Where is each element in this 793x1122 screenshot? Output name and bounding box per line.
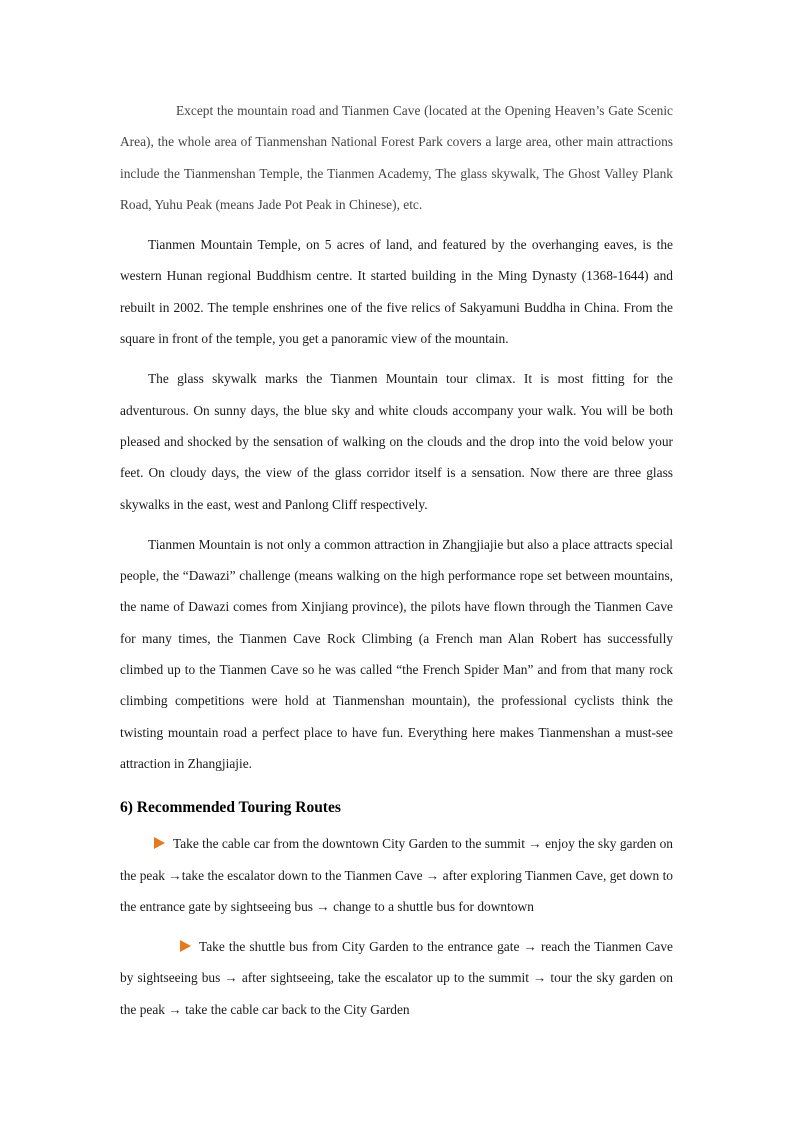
- paragraph-glass-skywalk: The glass skywalk marks the Tianmen Mountain tour climax. It is most fitting for the adventurous. On sunny days, the blue sky and white clouds accompany your walk. You will be both pleased and shocked by the sensation of walking on the clouds and the drop into the void below your feet. On cloudy days, the view of the glass corridor itself is a sensation. Now there are three glass skywalks in the east, west and Panlong Cliff respectively.: [120, 371, 673, 512]
- document-page: [120, 95, 673, 1034]
- paragraph-temple: Tianmen Mountain Temple, on 5 acres of land, and featured by the overhanging eaves, is the western Hunan regional Buddhism centre. It started building in the Ming Dynasty (1368-1644) and rebuilt in 2002. The temple enshrines one of the five relics of Sakyamuni Buddha in China. From the square in front of the temple, you get a panoramic view of the mountain.: [120, 237, 673, 347]
- triangle-right-icon: [154, 837, 165, 849]
- paragraph-attractions: Except the mountain road and Tianmen Cave (located at the Opening Heaven’s Gate Scenic Area), the whole area of Tianmenshan National Forest Park covers a large area, other main attractions include the Tianmenshan Temple, the Tianmen Academy, The glass skywalk, The Ghost Valley Plank Road, Yuhu Peak (means Jade Pot Peak in Chinese), etc.: [120, 103, 673, 212]
- route-item: [120, 931, 673, 1025]
- section-heading: 6) Recommended Touring Routes: [120, 799, 341, 817]
- route-item: [120, 828, 673, 922]
- triangle-right-icon: [180, 940, 191, 952]
- route-text: Take the cable car from the downtown City Garden to the summit → enjoy the sky garden on the peak →take the escalator down to the Tianmen Cave → after exploring Tianmen Cave, get down to the entrance gate by sightseeing bus → change to a shuttle bus for downtown: [120, 836, 673, 914]
- route-text: Take the shuttle bus from City Garden to the entrance gate → reach the Tianmen Cave by sightseeing bus → after sightseeing, take the escalator up to the summit → tour the sky garden on the peak → take the cable car back to the City Garden: [120, 939, 673, 1017]
- paragraph-special-people: Tianmen Mountain is not only a common attraction in Zhangjiajie but also a place attracts special people, the “Dawazi” challenge (means walking on the high performance rope set between mountains, the name of Dawazi comes from Xinjiang province), the pilots have flown through the Tianmen Cave for many times, the Tianmen Cave Rock Climbing (a French man Alan Robert has successfully climbed up to the Tianmen Cave so he was called “the French Spider Man” and from that many rock climbing competitions were hold at Tianmenshan mountain), the professional cyclists think the twisting mountain road a perfect place to have fun. Everything here makes Tianmenshan a must-see attraction in Zhangjiajie.: [120, 536, 673, 771]
